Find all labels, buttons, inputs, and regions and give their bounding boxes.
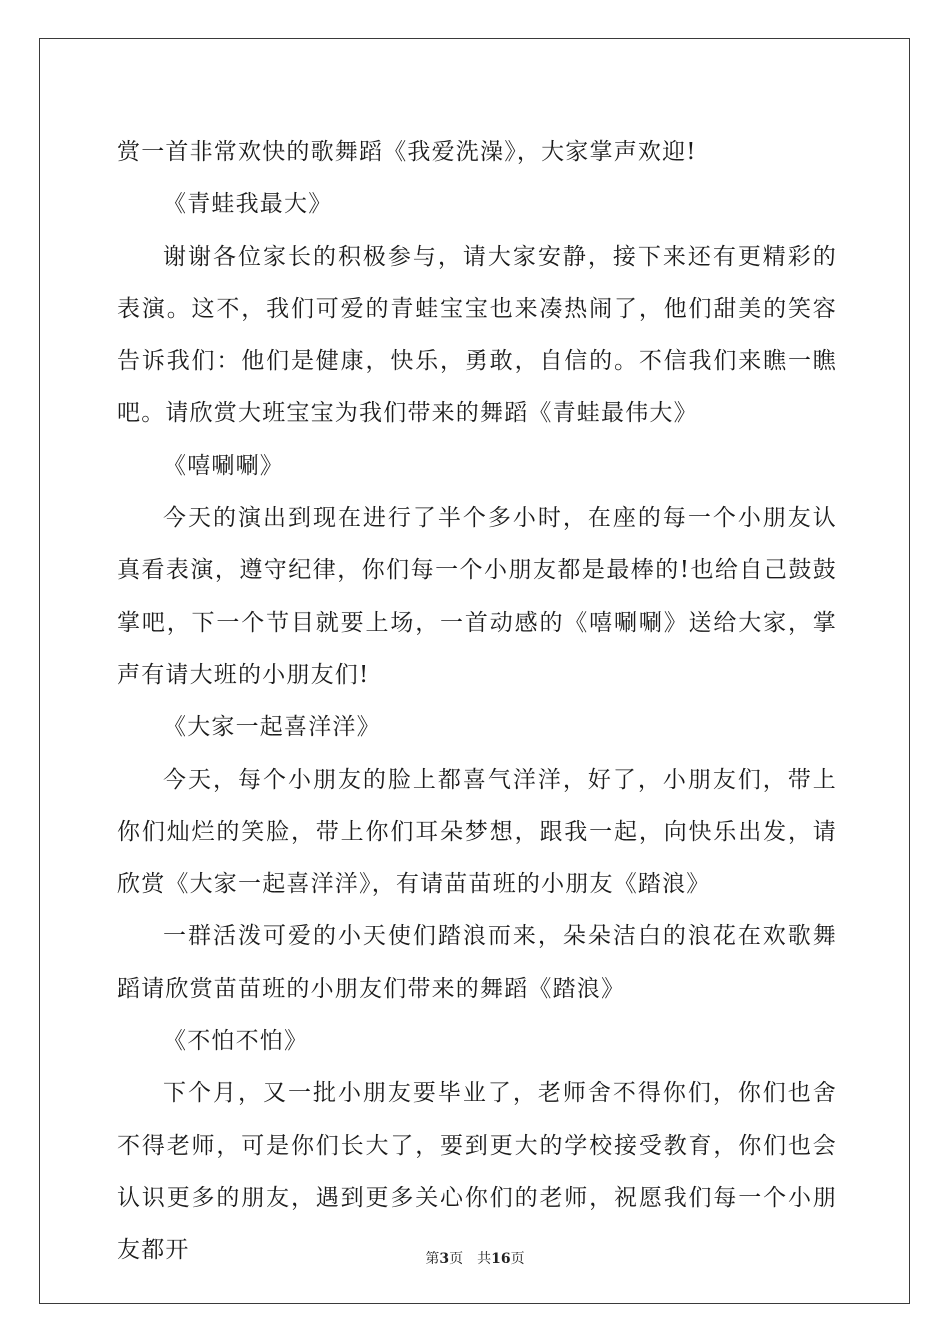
total-prefix: 共	[477, 1251, 492, 1267]
page-footer	[0, 1248, 950, 1268]
page-prefix: 第	[425, 1251, 440, 1267]
program-title: 《不怕不怕》	[163, 1028, 309, 1055]
total-suffix: 页	[510, 1251, 525, 1267]
paragraph: 下个月，又一批小朋友要毕业了，老师舍不得你们，你们也舍不得老师，可是你们长大了，要到更大的学校接受教育，你们也会认识更多的朋友，遇到更多关心你们的老师，祝愿我们每一个小朋友都开	[117, 1080, 837, 1264]
paragraph: 一群活泼可爱的小天使们踏浪而来，朵朵洁白的浪花在欢歌舞蹈请欣赏苗苗班的小朋友们带来的舞蹈《踏浪》	[117, 923, 837, 1002]
program-title: 《大家一起喜洋洋》	[163, 714, 381, 741]
page-suffix: 页	[449, 1251, 464, 1267]
page-number: 3	[439, 1251, 450, 1267]
program-title: 《青蛙我最大》	[163, 191, 333, 218]
paragraph: 今天的演出到现在进行了半个多小时，在座的每一个小朋友认真看表演，遵守纪律，你们每一个小朋友都是最棒的!也给自己鼓鼓掌吧，下一个节目就要上场，一首动感的《嘻唰唰》送给大家，掌声有请大班的小朋友们!	[117, 505, 837, 688]
paragraph: 赏一首非常欢快的歌舞蹈《我爱洗澡》，大家掌声欢迎!	[117, 139, 697, 165]
document-body	[117, 126, 837, 1277]
paragraph: 今天，每个小朋友的脸上都喜气洋洋，好了，小朋友们，带上你们灿烂的笑脸，带上你们耳朵梦想，跟我一起，向快乐出发，请欣赏《大家一起喜洋洋》，有请苗苗班的小朋友《踏浪》	[117, 766, 837, 898]
total-pages: 16	[491, 1251, 511, 1267]
paragraph: 谢谢各位家长的积极参与，请大家安静，接下来还有更精彩的表演。这不，我们可爱的青蛙宝宝也来凑热闹了，他们甜美的笑容告诉我们：他们是健康，快乐，勇敢，自信的。不信我们来瞧一瞧吧。请欣赏大班宝宝为我们带来的舞蹈《青蛙最伟大》	[117, 243, 837, 427]
program-title: 《嘻唰唰》	[163, 452, 284, 479]
